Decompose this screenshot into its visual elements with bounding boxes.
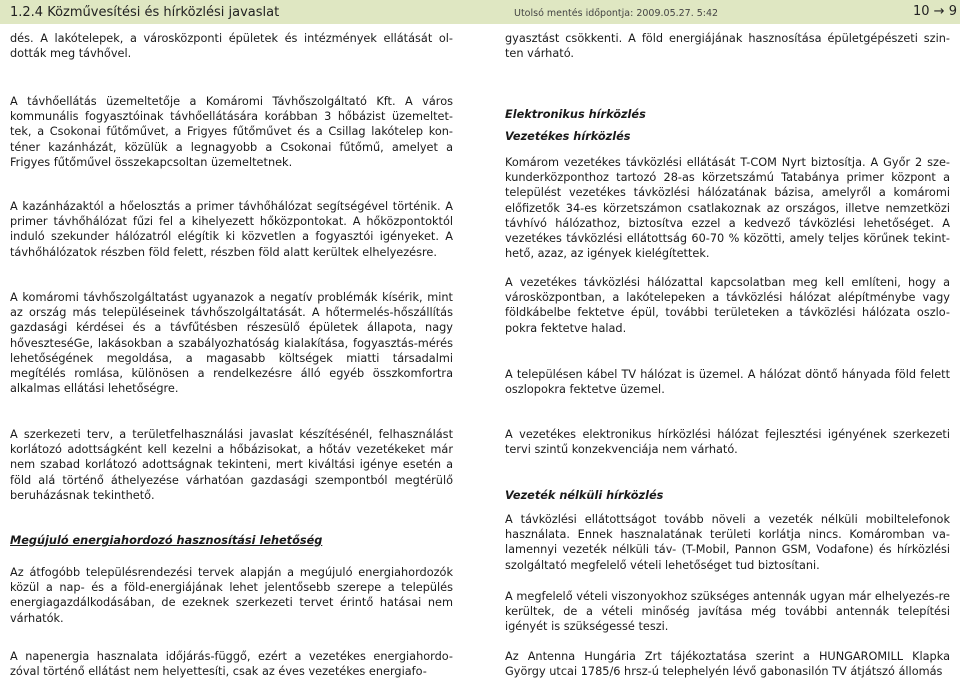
paragraph: dés. A lakótelepek, a városközponti épületek és intézmények ellátását ol-dották meg távhővel.	[10, 32, 453, 61]
paragraph: Komárom vezetékes távközlési ellátását T-COM Nyrt biztosítja. A Győr 2 sze-kunderközponthoz tartozó 28-as körzetszámú Tatabánya primer központ a települést vezetékes távközlési hálózatának bázisa, amelyről a komáromi előfizetők 34-es körzetszámon csatlakoznak az országos, illetve nemzetközi távhívó hálózathoz, biztosítva ezzel a kedvező távközlési lehetőséget. A vezetékes távközlési ellátottság 60-70 % közötti, amely teljes körűnek tekint-hető, azaz, az igények kielégítettek.	[505, 156, 950, 261]
paragraph: A településen kábel TV hálózat is üzemel. A hálózat döntő hányada föld felett oszlopokra fektetve üzemel.	[505, 368, 950, 397]
section-title: 1.2.4 Közművesítési és hírközlési javaslat	[10, 5, 280, 20]
page-number: 10 → 9	[913, 4, 957, 19]
paragraph: A távközlési ellátottságot tovább növeli a vezeték nélküli mobiltelefonok használata. Ennek hasznalatának területi korlátja nincs. Komáromban va-lamennyi vezeték nélküli táv- (T-Mobil, Pannon GSM, Vodafone) és hírközlési szolgáltató megfelelő vételi lehetőséget tud biztosítani.	[505, 513, 950, 572]
paragraph: A megfelelő vételi viszonyokhoz szükséges antennák ugyan már elhelyezés-re kerültek, de a vételi minőség javítása még további antennák telepítési igényét is szükségessé teszi.	[505, 590, 950, 634]
paragraph: A komáromi távhőszolgáltatást ugyanazok a negatív problémák kísérik, mint az ország más településeinek távhőszolgáltatását. A hőtermelés-hőszállítás gazdasági kérdései és a távfűtésben részesülő épületek állapota, nagy hőveszteséGe, lakásokban a szabályozhatóság kialakítása, fogyasztás-mérés lehetőségének megoldása, a magasabb költségek miatti társadalmi megítélés romlása, különösen a rendelkezésre álló egyéb összkomfortra alkalmas ellátási lehetőségre.	[10, 291, 453, 396]
paragraph: A távhőellátás üzemeltetője a Komáromi Távhőszolgáltató Kft. A város kommunális fogyasztóinak távhőellátására korábban 3 hőbázist üzemeltet-tek, a Csokonai fűtőművet, a Frigyes fűtőművet és a Csillag lakótelep kon-téner kazánházát, közülük a legnagyobb a Csokonai fűtőmű, amelyet a Frigyes fűtőművel összekapcsoltan üzemeltetnek.	[10, 95, 453, 169]
paragraph: A napenergia hasznalata időjárás-függő, ezért a vezetékes energiahordo-zóval történő ellátást nem helyettesíti, csak az éves vezetékes energiafo-	[10, 650, 453, 679]
page-header	[0, 0, 960, 24]
paragraph: A szerkezeti terv, a területfelhasználási javaslat készítésénél, felhasználást korlátozó adottságként kell kezelni a hőbázisokat, a hőtáv vezetékeket már nem szabad korlátozó adottságnak tekinteni, mert kiváltási igénye esetén a föld alá történő áthelyezése várhatóan gazdasági szempontból megtérülő beruházásnak tekinthető.	[10, 428, 453, 502]
heading-renewable-energy: Megújuló energiahordozó hasznosítási lehetőség	[10, 534, 323, 547]
heading-electronic-communication: Elektronikus hírközlés	[505, 108, 646, 121]
paragraph: A kazánházaktól a hőelosztás a primer távhőhálózat segítségével történik. A primer távhőhálózat fűzi fel a kihelyezett hőközpontokat. A hőközpontoktól induló szekunder hálózatról elégítik ki közvetlen a fogyasztói igényeket. A távhőhálózatok részben föld felett, részben föld alatt kerültek elhelyezésre.	[10, 200, 453, 259]
last-saved-date: Utolsó mentés időpontja: 2009.05.27. 5:42	[514, 8, 719, 19]
paragraph: gyasztást csökkenti. A föld energiájának hasznosítása épületgépészeti szin-ten várható.	[505, 32, 950, 61]
paragraph: Az Antenna Hungária Zrt tájékoztatása szerint a HUNGAROMILL Klapka György utcai 1785/6 hrsz-ú telephelyén lévő gabonasilón TV átjátszó állomás	[505, 650, 950, 679]
heading-wireless-communication: Vezeték nélküli hírközlés	[505, 489, 664, 502]
heading-wired-communication: Vezetékes hírközlés	[505, 130, 631, 143]
paragraph: Az átfogóbb településrendezési tervek alapján a megújuló energiahordozók közül a nap- és a föld-energiájának lehet jelentősebb szerepe a település energiagazdálkodásában, de ezeknek szerkezeti tervet érintő hatásai nem várhatók.	[10, 566, 453, 625]
paragraph: A vezetékes távközlési hálózattal kapcsolatban meg kell említeni, hogy a városközpontban, a lakótelepeken a távközlési hálózat alépítménybe vagy földkábelbe fektetve épül, további területeken a távközlési hálózata oszlo-pokra fektetve halad.	[505, 276, 950, 335]
paragraph: A vezetékes elektronikus hírközlési hálózat fejlesztési igényének szerkezeti tervi szintű konzekvenciája nem várható.	[505, 428, 950, 457]
